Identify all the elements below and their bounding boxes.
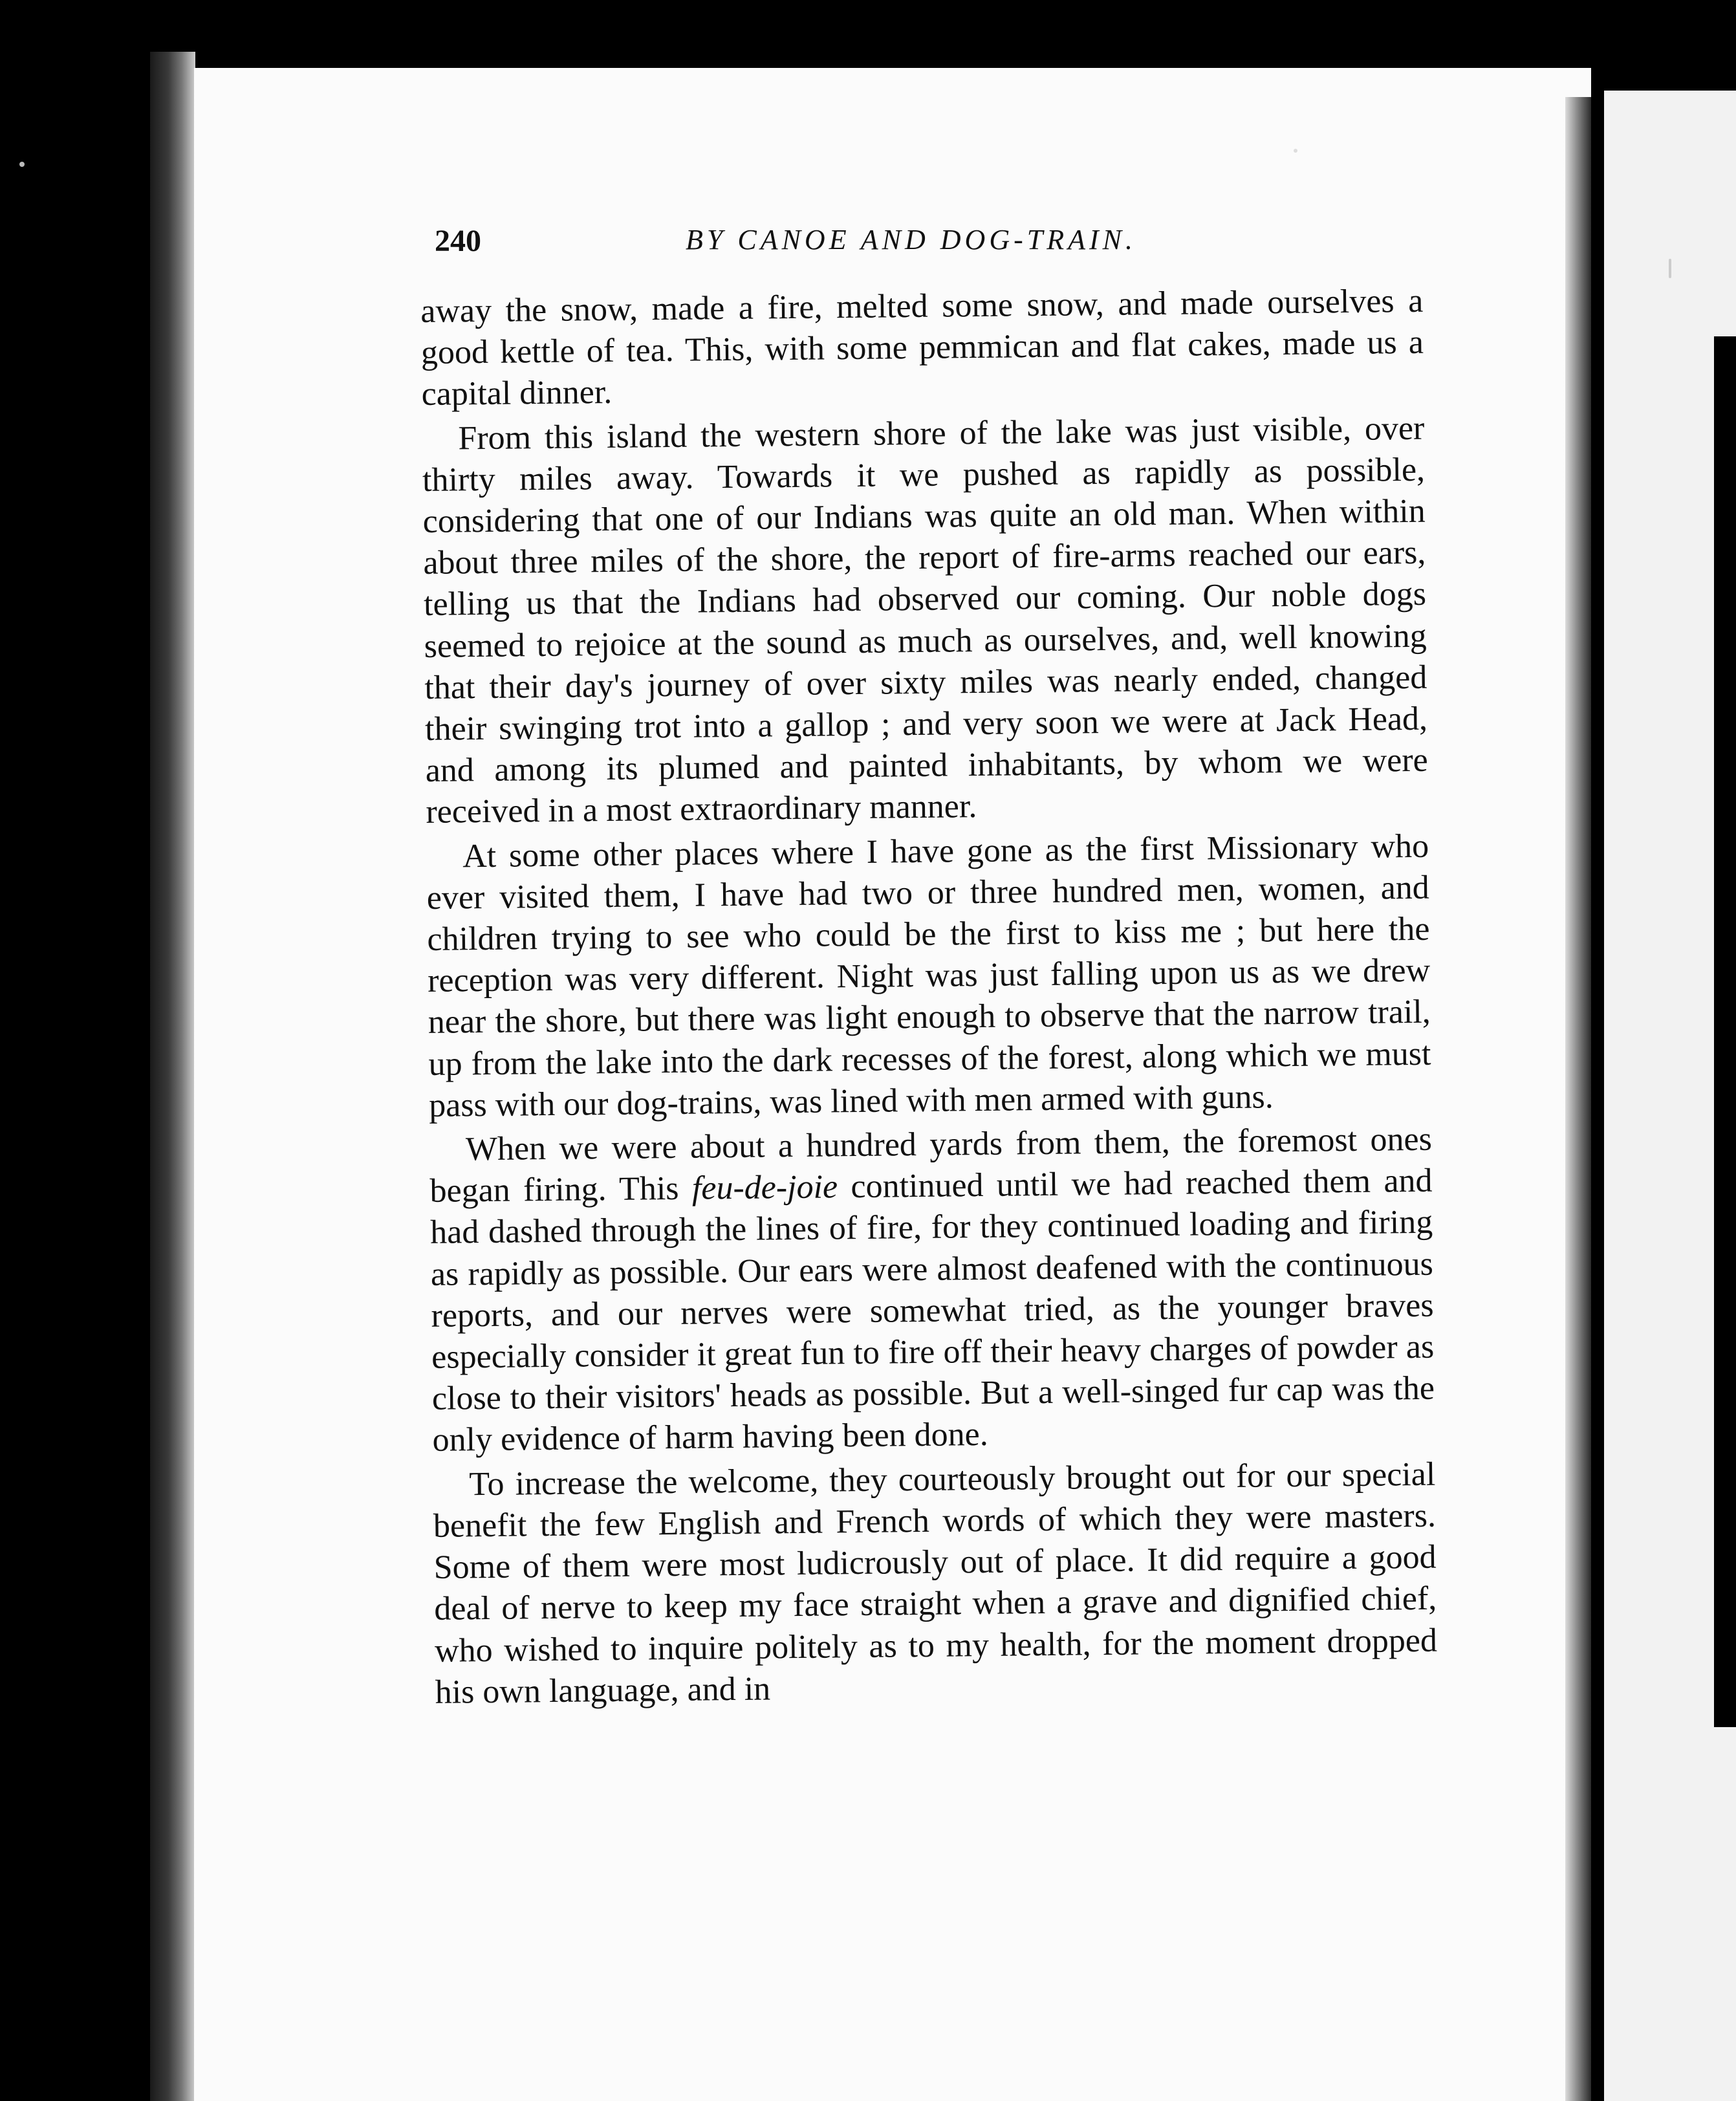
- paragraph: [426, 825, 1432, 1127]
- scan-speck: [19, 162, 25, 167]
- scan-speck: [1669, 259, 1671, 278]
- running-title: BY CANOE AND DOG-TRAIN.: [686, 224, 1136, 256]
- scan-speck: [1294, 149, 1297, 153]
- paragraph: [422, 408, 1429, 833]
- paragraph-text: To increase the welcome, they courteously brought out for our special benefit the few English and French words of which they were masters. Some of them were most ludicrously out of place. It did require a good deal of nerve to keep my face straight when a grave and dignified chief, who wished to inquire politely as to my health, for the moment dropped his own language, and in: [433, 1455, 1438, 1711]
- paragraph-text: away the snow, made a fire, melted some snow, and made ourselves a good kettle of tea. This, with some pemmican and flat cakes, made us a capital dinner.: [420, 282, 1424, 413]
- paragraph: [433, 1453, 1438, 1713]
- italic-phrase: feu-de-joie: [691, 1168, 838, 1207]
- paragraph-text: At some other places where I have gone as the first Missionary who ever visited them, I have had two or three hundred men, women, and children trying to see who could be the first to kiss me ; but here the reception was very different. Night was just falling upon us as we drew near the shore, but there was light enough to observe that the narrow trail, up from the lake into the dark recesses of the forest, along which we must pass with our dog-trains, was lined with men armed with guns.: [426, 827, 1431, 1124]
- book-spine-edge: [150, 52, 195, 2101]
- paragraph: [429, 1119, 1435, 1462]
- body-text: [420, 281, 1438, 1714]
- paragraph-text: When we were about a hundred yards from them, the foremost ones began firing. This: [429, 1120, 1433, 1210]
- facing-page-dark-edge: [1714, 336, 1736, 1727]
- page-number: 240: [435, 224, 481, 258]
- paragraph-text: continued until we had reached them and had dashed through the lines of fire, for they continued loading and firing as rapidly as possible. Our ears were almost deafened with the continuous reports, and our nerves were somewhat tried, as the younger braves especially consider it great fun to fire off their heavy charges of powder as close to their visitors' heads as possible. But a well-singed fur cap was the only evidence of harm having been done.: [429, 1162, 1435, 1459]
- paragraph-text: From this island the western shore of the lake was just visible, over thirty miles away. Towards it we pushed as rapidly as possible, considering that one of our Indians was quite an old man. When within about three miles of the shore, the report of fire-arms reached our ears, telling us that the Indians had observed our coming. Our noble dogs seemed to rejoice at the sound as much as ourselves, and, well knowing that their day's journey of over sixty miles was nearly ended, changed their swinging trot into a gallop ; and very soon we were at Jack Head, and among its plumed and painted inhabitants, by whom we were received in a most extraordinary manner.: [422, 409, 1428, 831]
- page-gutter-shadow: [1565, 97, 1591, 2101]
- running-header: [435, 223, 1198, 268]
- paragraph: [420, 281, 1424, 416]
